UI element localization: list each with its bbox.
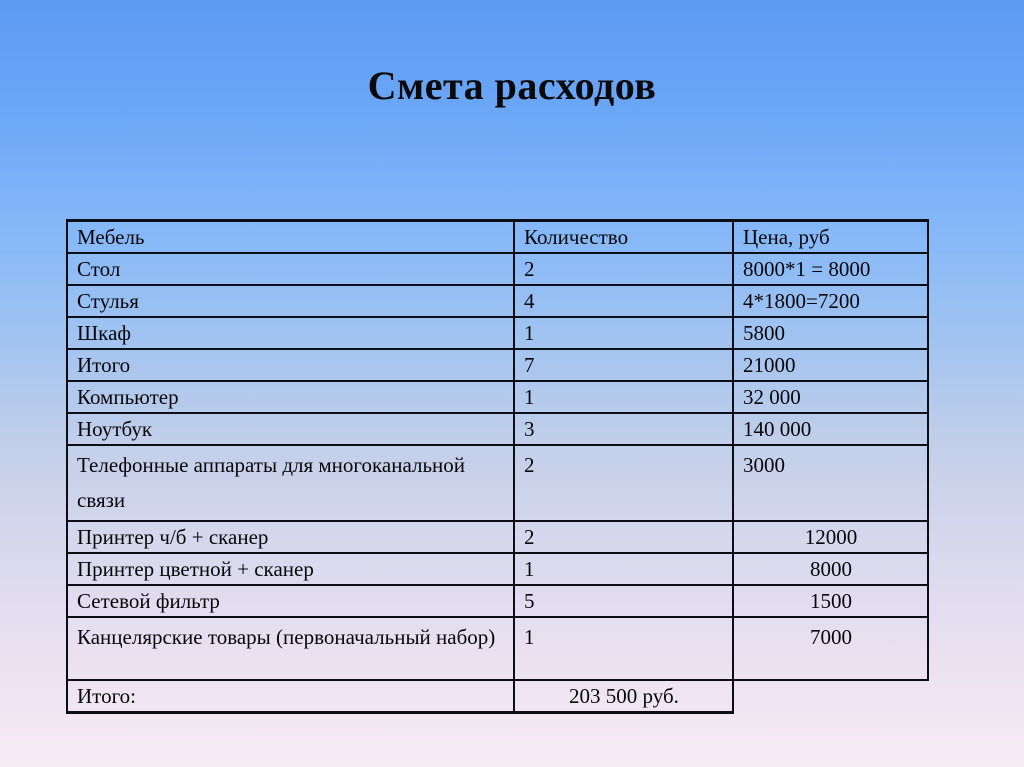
item-name-cell: Итого bbox=[67, 349, 514, 381]
item-price-cell: 21000 bbox=[733, 349, 928, 381]
slide-title: Смета расходов bbox=[367, 63, 657, 108]
table-row bbox=[67, 445, 928, 521]
header-cell-quantity: Количество bbox=[514, 221, 733, 254]
item-name-cell: Шкаф bbox=[67, 317, 514, 349]
item-qty-cell: 1 bbox=[514, 317, 733, 349]
table-row bbox=[67, 521, 928, 553]
item-qty-cell: 3 bbox=[514, 413, 733, 445]
table-row bbox=[67, 285, 928, 317]
table-row bbox=[67, 381, 928, 413]
item-price-cell: 3000 bbox=[733, 445, 928, 521]
table-row bbox=[67, 617, 928, 680]
item-qty-cell: 1 bbox=[514, 381, 733, 413]
item-name-cell: Стол bbox=[67, 253, 514, 285]
item-price-cell: 4*1800=7200 bbox=[733, 285, 928, 317]
item-name-cell: Принтер ч/б + сканер bbox=[67, 521, 514, 553]
item-qty-cell: 2 bbox=[514, 521, 733, 553]
item-qty-cell: 4 bbox=[514, 285, 733, 317]
item-price-cell: 12000 bbox=[733, 521, 928, 553]
header-row bbox=[67, 221, 928, 254]
item-name-cell: Канцелярские товары (первоначальный набор) bbox=[67, 617, 514, 680]
item-price-cell: 32 000 bbox=[733, 381, 928, 413]
item-qty-cell: 7 bbox=[514, 349, 733, 381]
table-row bbox=[67, 349, 928, 381]
item-qty-cell: 1 bbox=[514, 617, 733, 680]
item-price-cell: 140 000 bbox=[733, 413, 928, 445]
table-row bbox=[67, 585, 928, 617]
item-price-cell: 7000 bbox=[733, 617, 928, 680]
item-qty-cell: 2 bbox=[514, 253, 733, 285]
expense-table bbox=[66, 219, 929, 714]
total-value-cell: 203 500 руб. bbox=[514, 680, 733, 713]
header-cell-furniture: Мебель bbox=[67, 221, 514, 254]
item-name-cell: Ноутбук bbox=[67, 413, 514, 445]
item-name-cell: Стулья bbox=[67, 285, 514, 317]
total-label-cell: Итого: bbox=[67, 680, 514, 713]
item-qty-cell: 5 bbox=[514, 585, 733, 617]
item-name-cell: Телефонные аппараты для многоканальной связи bbox=[67, 445, 514, 521]
item-name-cell: Принтер цветной + сканер bbox=[67, 553, 514, 585]
table-row bbox=[67, 553, 928, 585]
item-price-cell: 1500 bbox=[733, 585, 928, 617]
total-row bbox=[67, 680, 928, 713]
item-price-cell: 8000*1 = 8000 bbox=[733, 253, 928, 285]
item-price-cell: 5800 bbox=[733, 317, 928, 349]
table-row bbox=[67, 413, 928, 445]
header-cell-price: Цена, руб bbox=[733, 221, 928, 254]
item-qty-cell: 2 bbox=[514, 445, 733, 521]
item-name-cell: Сетевой фильтр bbox=[67, 585, 514, 617]
table-row bbox=[67, 317, 928, 349]
item-qty-cell: 1 bbox=[514, 553, 733, 585]
item-price-cell: 8000 bbox=[733, 553, 928, 585]
item-name-cell: Компьютер bbox=[67, 381, 514, 413]
table-row bbox=[67, 253, 928, 285]
